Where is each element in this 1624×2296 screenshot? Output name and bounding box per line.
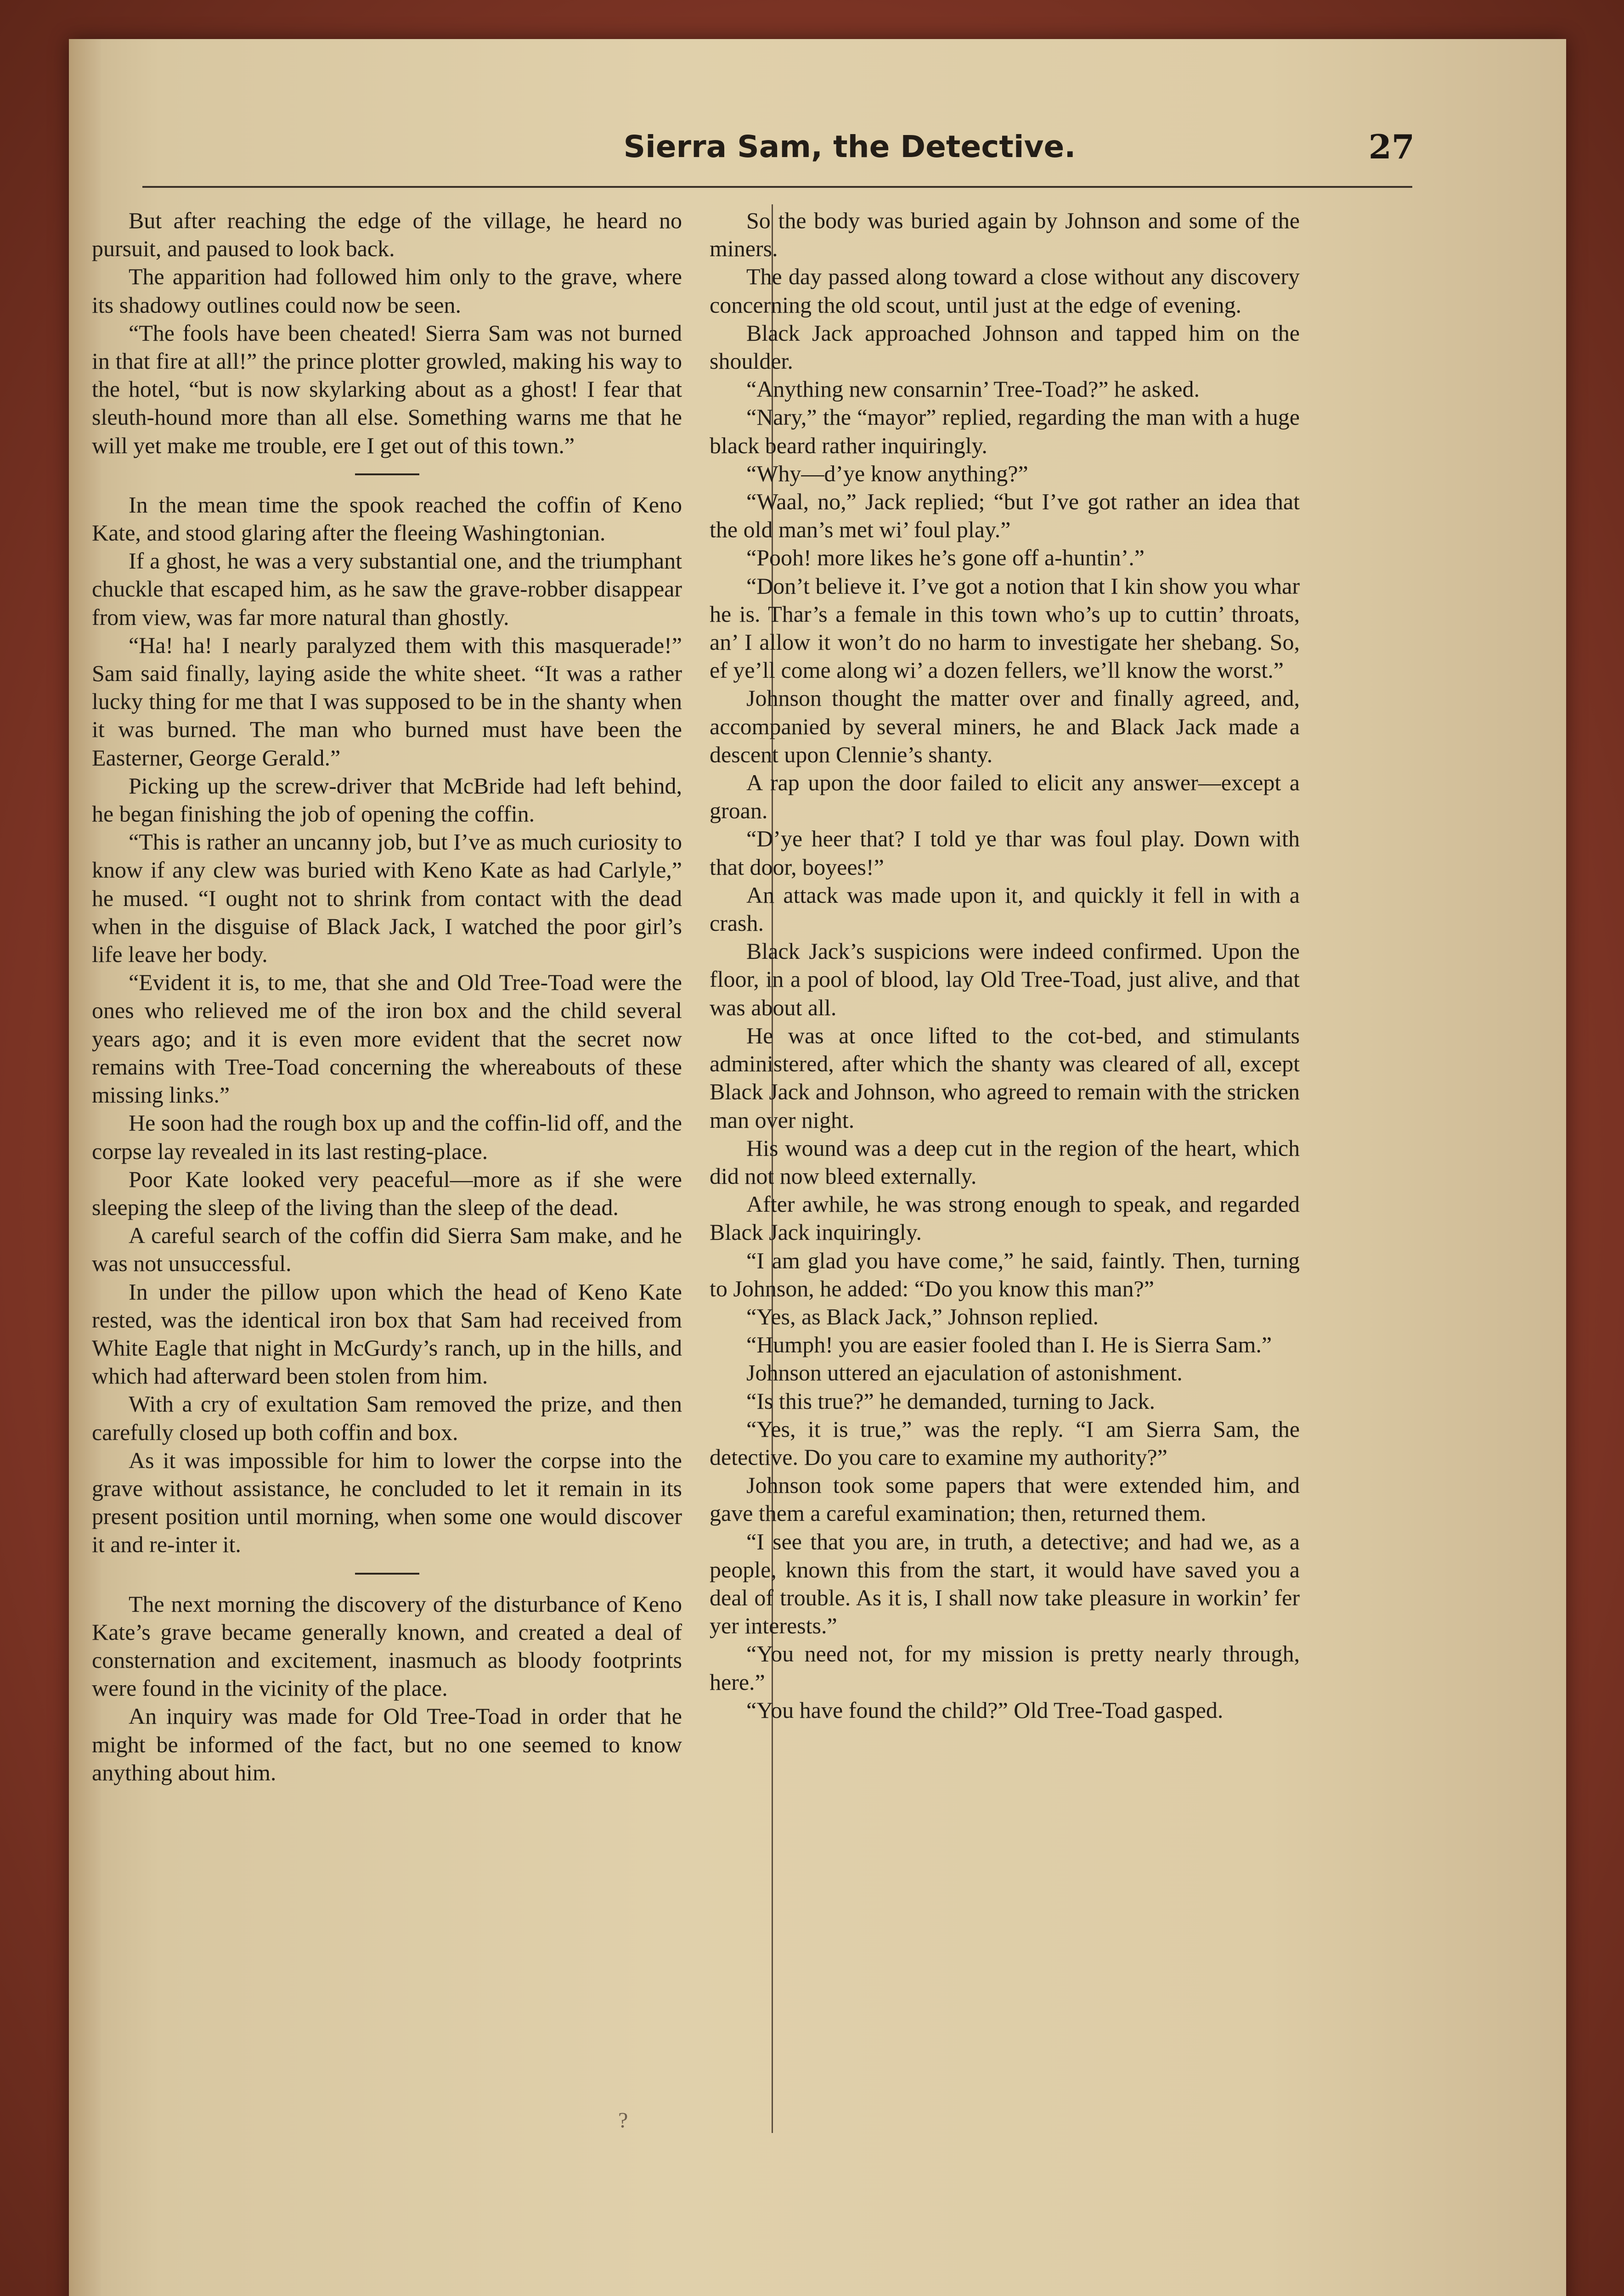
paragraph: “Waal, no,” Jack replied; “but I’ve got rather an idea that the old man’s met wi’ foul play.” — [710, 489, 1300, 543]
paragraph: Picking up the screw-driver that McBride had left behind, he began finishing the job of opening the coffin. — [92, 772, 682, 827]
paragraph: As it was impossible for him to lower the corpse into the grave without assistance, he concluded to let it remain in its present position until morning, when some one would discover it and re-inter it. — [92, 1447, 682, 1558]
paragraph: In the mean time the spook reached the coffin of Keno Kate, and stood glaring after the fleeing Washingtonian. — [92, 491, 682, 546]
paragraph: “This is rather an uncanny job, but I’ve as much curiosity to know if any clew was buried with Keno Kate as had Carlyle,” he mused. “I ought not to shrink from contact with the dead when in the disguise of Black Jack, I watched the poor girl’s life leave her body. — [92, 829, 682, 968]
paragraph: “Ha! ha! I nearly paralyzed them with this masquerade!” Sam said finally, laying aside the white sheet. “It was a rather lucky thing for me that I was supposed to be in the shanty when it was burned. The man who burned must have been the Easterner, George Gerald.” — [92, 632, 682, 771]
paragraph: “The fools have been cheated! Sierra Sam was not burned in that fire at all!” the prince plotter growled, making his way to the hotel, “but is now skylarking about as a ghost! I fear that sleuth-hound more than all else. Something warns me that he will yet make me trouble, ere I get out of this town.” — [92, 320, 682, 458]
paragraph: “Don’t believe it. I’ve got a notion that I kin show you whar he is. Thar’s a female in this town who’s up to cuttin’ throats, an’ I allow it won’t do no harm to investigate her shebang. So, ef ye’ll come along wi’ a dozen fellers, we’ll know the worst.” — [710, 573, 1300, 683]
paragraph: Johnson took some papers that were extended him, and gave them a careful examination; then, returned them. — [710, 1472, 1300, 1526]
paragraph: An attack was made upon it, and quickly it fell in with a crash. — [710, 882, 1300, 936]
paragraph: After awhile, he was strong enough to speak, and regarded Black Jack inquiringly. — [710, 1191, 1300, 1245]
paragraph: “I am glad you have come,” he said, faintly. Then, turning to Johnson, he added: “Do you know this man?” — [710, 1247, 1300, 1301]
paragraph: “Yes, as Black Jack,” Johnson replied. — [746, 1303, 1099, 1329]
paragraph: With a cry of exultation Sam removed the prize, and then carefully closed up both coffin and box. — [92, 1391, 682, 1445]
paragraph: He soon had the rough box up and the coffin-lid off, and the corpse lay revealed in its last resting-place. — [92, 1110, 682, 1164]
paragraph: Black Jack approached Johnson and tapped him on the shoulder. — [710, 320, 1300, 374]
paragraph: The next morning the discovery of the disturbance of Keno Kate’s grave became generally known, and created a deal of consternation and excitement, inasmuch as bloody footprints were found in the vicinity of the place. — [92, 1591, 682, 1701]
paragraph: In under the pillow upon which the head of Keno Kate rested, was the identical iron box that Sam had received from White Eagle that night in McGurdy’s ranch, up in the hills, and which had afterward been stolen from him. — [92, 1278, 682, 1389]
page-mark: ? — [618, 2108, 628, 2133]
paragraph: Johnson thought the matter over and finally agreed, and, accompanied by several miners, he and Black Jack made a descent upon Clennie’s shanty. — [710, 685, 1300, 767]
paragraph: Johnson uttered an ejaculation of astonishment. — [746, 1360, 1183, 1386]
paragraph: “Pooh! more likes he’s gone off a-huntin’.” — [746, 545, 1145, 571]
paragraph: “Why—d’ye know anything?” — [746, 460, 1028, 486]
paragraph: “I see that you are, in truth, a detective; and had we, as a people, known this from the start, it would have saved you a deal of trouble. As it is, I shall now take pleasure in workin’ fer yer interests.” — [710, 1528, 1300, 1639]
page-number: 27 — [1368, 127, 1415, 166]
section-separator — [355, 473, 419, 475]
paragraph: He was at once lifted to the cot-bed, and stimulants administered, after which the shanty was cleared of all, except Black Jack and Johnson, who agreed to remain with the stricken man over night. — [710, 1022, 1300, 1133]
paragraph: But after reaching the edge of the village, he heard no pursuit, and paused to look back. — [92, 208, 682, 262]
paragraph: Black Jack’s suspicions were indeed confirmed. Upon the floor, in a pool of blood, lay Old Tree-Toad, just alive, and that was about all. — [710, 938, 1300, 1020]
right-column — [710, 207, 1300, 1724]
paragraph: His wound was a deep cut in the region of the heart, which did not now bleed externally. — [710, 1135, 1300, 1189]
page-header — [413, 119, 1415, 174]
paragraph: “Nary,” the “mayor” replied, regarding the man with a huge black beard rather inquiringly. — [710, 404, 1300, 458]
paragraph: “Is this true?” he demanded, turning to Jack. — [746, 1388, 1155, 1414]
paragraph: Poor Kate looked very peaceful—more as if she were sleeping the sleep of the living than the sleep of the dead. — [92, 1166, 682, 1220]
paragraph: “Anything new consarnin’ Tree-Toad?” he asked. — [746, 376, 1200, 402]
running-title: Sierra Sam, the Detective. — [623, 129, 1076, 164]
section-separator — [355, 1573, 419, 1575]
paragraph: “Evident it is, to me, that she and Old Tree-Toad were the ones who relieved me of the iron box and the child several years ago; and it is even more evident that the secret now remains with Tree-Toad concerning the whereabouts of these missing links.” — [92, 969, 682, 1108]
paragraph: “Humph! you are easier fooled than I. He is Sierra Sam.” — [746, 1332, 1272, 1358]
left-column — [92, 207, 682, 1787]
paragraph: So the body was buried again by Johnson and some of the miners. — [710, 208, 1300, 262]
paragraph: If a ghost, he was a very substantial one, and the triumphant chuckle that escaped him, as he saw the grave-robber disappear from view, was far more natural than ghostly. — [92, 548, 682, 630]
header-rule — [142, 186, 1412, 188]
paragraph: An inquiry was made for Old Tree-Toad in order that he might be informed of the fact, but no one seemed to know anything about him. — [92, 1703, 682, 1785]
paragraph: “Yes, it is true,” was the reply. “I am Sierra Sam, the detective. Do you care to examine my authority?” — [710, 1416, 1300, 1470]
paragraph: “You need not, for my mission is pretty nearly through, here.” — [710, 1641, 1300, 1695]
paragraph: The apparition had followed him only to the grave, where its shadowy outlines could now be seen. — [92, 264, 682, 318]
paragraph: “You have found the child?” Old Tree-Toad gasped. — [746, 1697, 1224, 1723]
paragraph: “D’ye heer that? I told ye thar was foul play. Down with that door, boyees!” — [710, 826, 1300, 880]
paragraph: A rap upon the door failed to elicit any answer—except a groan. — [710, 770, 1300, 824]
paragraph: A careful search of the coffin did Sierra Sam make, and he was not unsuccessful. — [92, 1222, 682, 1277]
paragraph: The day passed along toward a close without any discovery concerning the old scout, until just at the edge of evening. — [710, 264, 1300, 318]
